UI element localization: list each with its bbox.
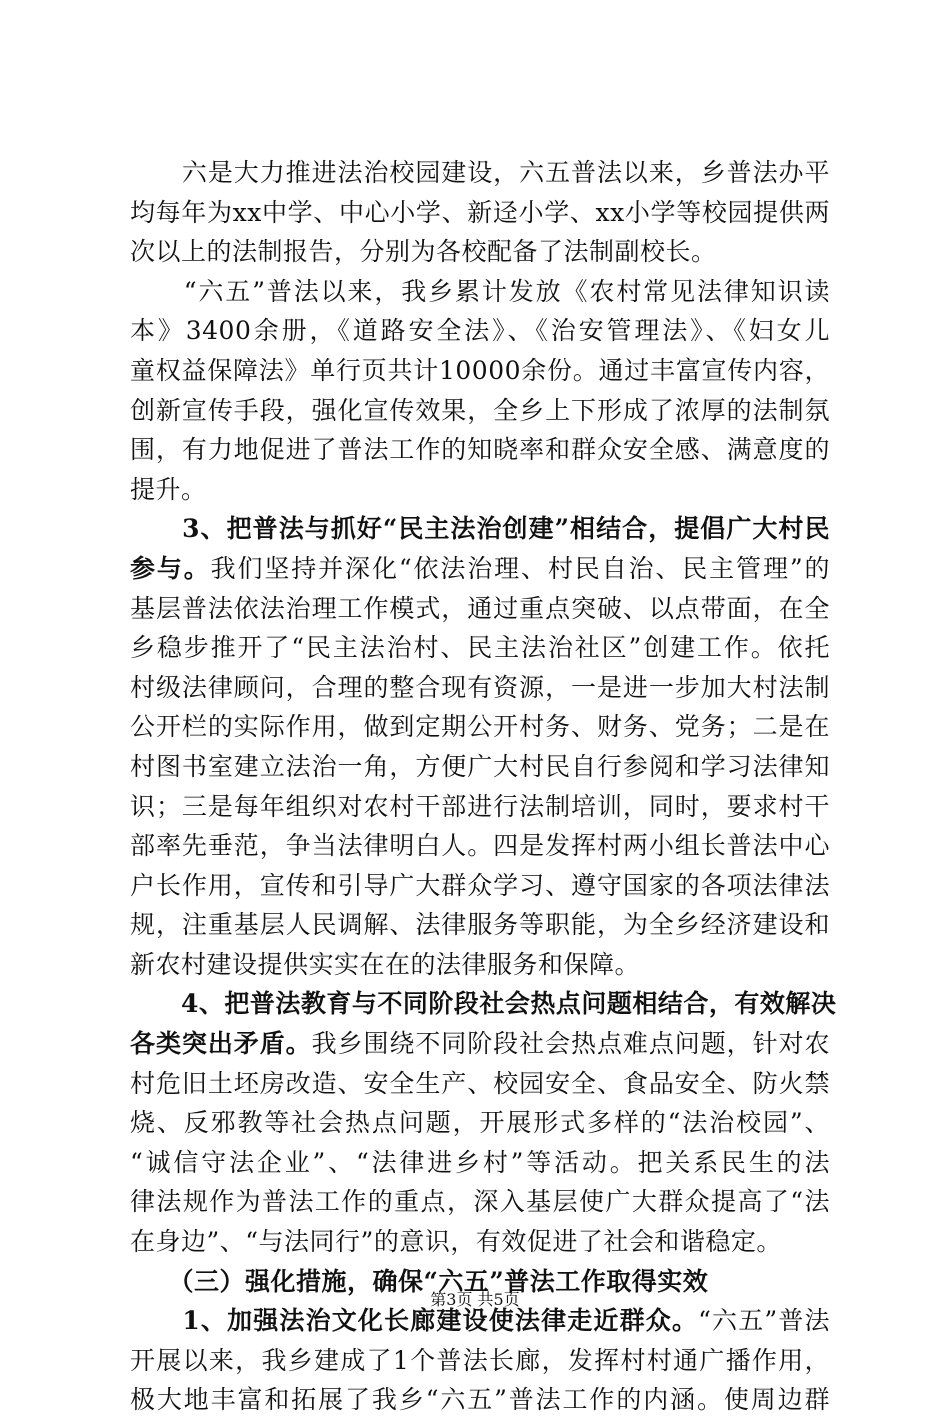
text-line — [130, 905, 830, 945]
bold-heading-text: 参与。 — [130, 553, 211, 583]
body-text: 围，有力地促进了普法工作的知晓率和群众安全感、满意度的 — [130, 435, 830, 465]
text-line — [130, 351, 830, 391]
body-text: 在身边”、“与法同行”的意识，有效促进了社会和谐稳定。 — [130, 1227, 782, 1257]
body-text: 我们坚持并深化“依法治理、村民自治、民主管理”的 — [210, 553, 830, 583]
body-text: 创新宣传手段，强化宣传效果，全乡上下形成了浓厚的法制氛 — [130, 395, 830, 425]
text-line — [130, 1341, 830, 1381]
body-text: 开展以来，我乡建成了1个普法长廊，发挥村村通广播作用， — [130, 1345, 830, 1375]
text-line — [130, 311, 830, 351]
text-line — [130, 1064, 830, 1104]
body-text: 乡稳步推开了“民主法治村、民主法治社区”创建工作。依托 — [130, 633, 830, 663]
text-line — [130, 826, 830, 866]
body-text: “六五”普法以来，我乡累计发放《农村常见法律知识读 — [130, 276, 830, 306]
body-text: 新农村建设提供实实在在的法律服务和保障。 — [130, 949, 641, 979]
body-text: 部率先垂范，争当法律明白人。四是发挥村两小组长普法中心 — [130, 831, 830, 861]
body-text: 律法规作为普法工作的重点，深入基层使广大群众提高了“法 — [130, 1187, 830, 1217]
text-line — [130, 1380, 830, 1420]
text-line — [130, 391, 830, 431]
body-text: 均每年为xx中学、中心小学、新迳小学、xx小学等校园提供两 — [130, 197, 830, 227]
body-text: 极大地丰富和拓展了我乡“六五”普法工作的内涵。使周边群 — [130, 1385, 830, 1415]
body-text: 公开栏的实际作用，做到定期公开村务、财务、党务；二是在 — [130, 712, 830, 742]
body-text: 次以上的法制报告，分别为各校配备了法制副校长。 — [130, 237, 717, 267]
body-text: 童权益保障法》单行页共计10000余份。通过丰富宣传内容， — [130, 355, 830, 385]
text-line — [130, 1182, 830, 1222]
document-body — [130, 153, 837, 1420]
text-line — [130, 1103, 830, 1143]
bold-heading-text: （三）强化措施，确保“六五”普法工作取得实效 — [130, 1266, 709, 1296]
body-text: 六是大力推进法治校园建设，六五普法以来，乡普法办平 — [130, 158, 830, 187]
body-text: 烧、反邪教等社会热点问题，开展形式多样的“法治校园”、 — [130, 1108, 830, 1138]
body-text: 村级法律顾问，合理的整合现有资源，一是进一步加大村法制 — [130, 672, 830, 702]
text-line — [130, 153, 830, 193]
bold-heading-text: 4、把普法教育与不同阶段社会热点问题相结合，有效解决 — [130, 989, 837, 1019]
text-line — [130, 628, 830, 668]
bold-heading-text: 3、把普法与抓好“民主法治创建”相结合，提倡广大村民 — [130, 514, 830, 544]
text-line — [130, 1222, 830, 1262]
body-text: 规，注重基层人民调解、法律服务等职能，为全乡经济建设和 — [130, 910, 830, 940]
text-line — [130, 232, 830, 272]
text-line — [130, 1143, 830, 1183]
text-line — [130, 945, 830, 985]
bold-heading-text: 1、加强法治文化长廊建设使法律走近群众。 — [130, 1306, 699, 1336]
text-line — [130, 193, 830, 233]
body-text: 我乡围绕不同阶段社会热点难点问题，针对农 — [311, 1029, 830, 1059]
body-text: 识；三是每年组织对农村干部进行法制培训，同时，要求村干 — [130, 791, 830, 821]
text-line — [130, 430, 830, 470]
body-text: “诚信守法企业”、“法律进乡村”等活动。把关系民生的法 — [130, 1147, 830, 1177]
text-line — [130, 747, 830, 787]
text-line — [130, 866, 830, 906]
body-text: 村图书室建立法治一角，方便广大村民自行参阅和学习法律知 — [130, 751, 830, 781]
bold-heading-text: 各类突出矛盾。 — [130, 1029, 312, 1059]
body-text: 本》3400余册，《道路安全法》、《治安管理法》、《妇女儿 — [130, 316, 830, 346]
text-line — [130, 272, 830, 312]
text-line — [130, 549, 830, 589]
text-line — [130, 668, 830, 708]
body-text: 户长作用，宣传和引导广大群众学习、遵守国家的各项法律法 — [130, 870, 830, 900]
page-footer: 第3页 共5页 — [430, 1290, 520, 1309]
text-line — [130, 1024, 830, 1064]
body-text: 村危旧土坯房改造、安全生产、校园安全、食品安全、防火禁 — [130, 1068, 830, 1098]
text-line — [130, 707, 830, 747]
text-line — [130, 787, 830, 827]
text-line — [130, 509, 830, 549]
body-text: “六五”普法 — [698, 1306, 830, 1336]
text-line — [130, 589, 830, 629]
text-line — [130, 984, 837, 1024]
body-text: 基层普法依法治理工作模式，通过重点突破、以点带面，在全 — [130, 593, 830, 623]
body-text: 提升。 — [130, 474, 207, 504]
text-line — [130, 470, 830, 510]
